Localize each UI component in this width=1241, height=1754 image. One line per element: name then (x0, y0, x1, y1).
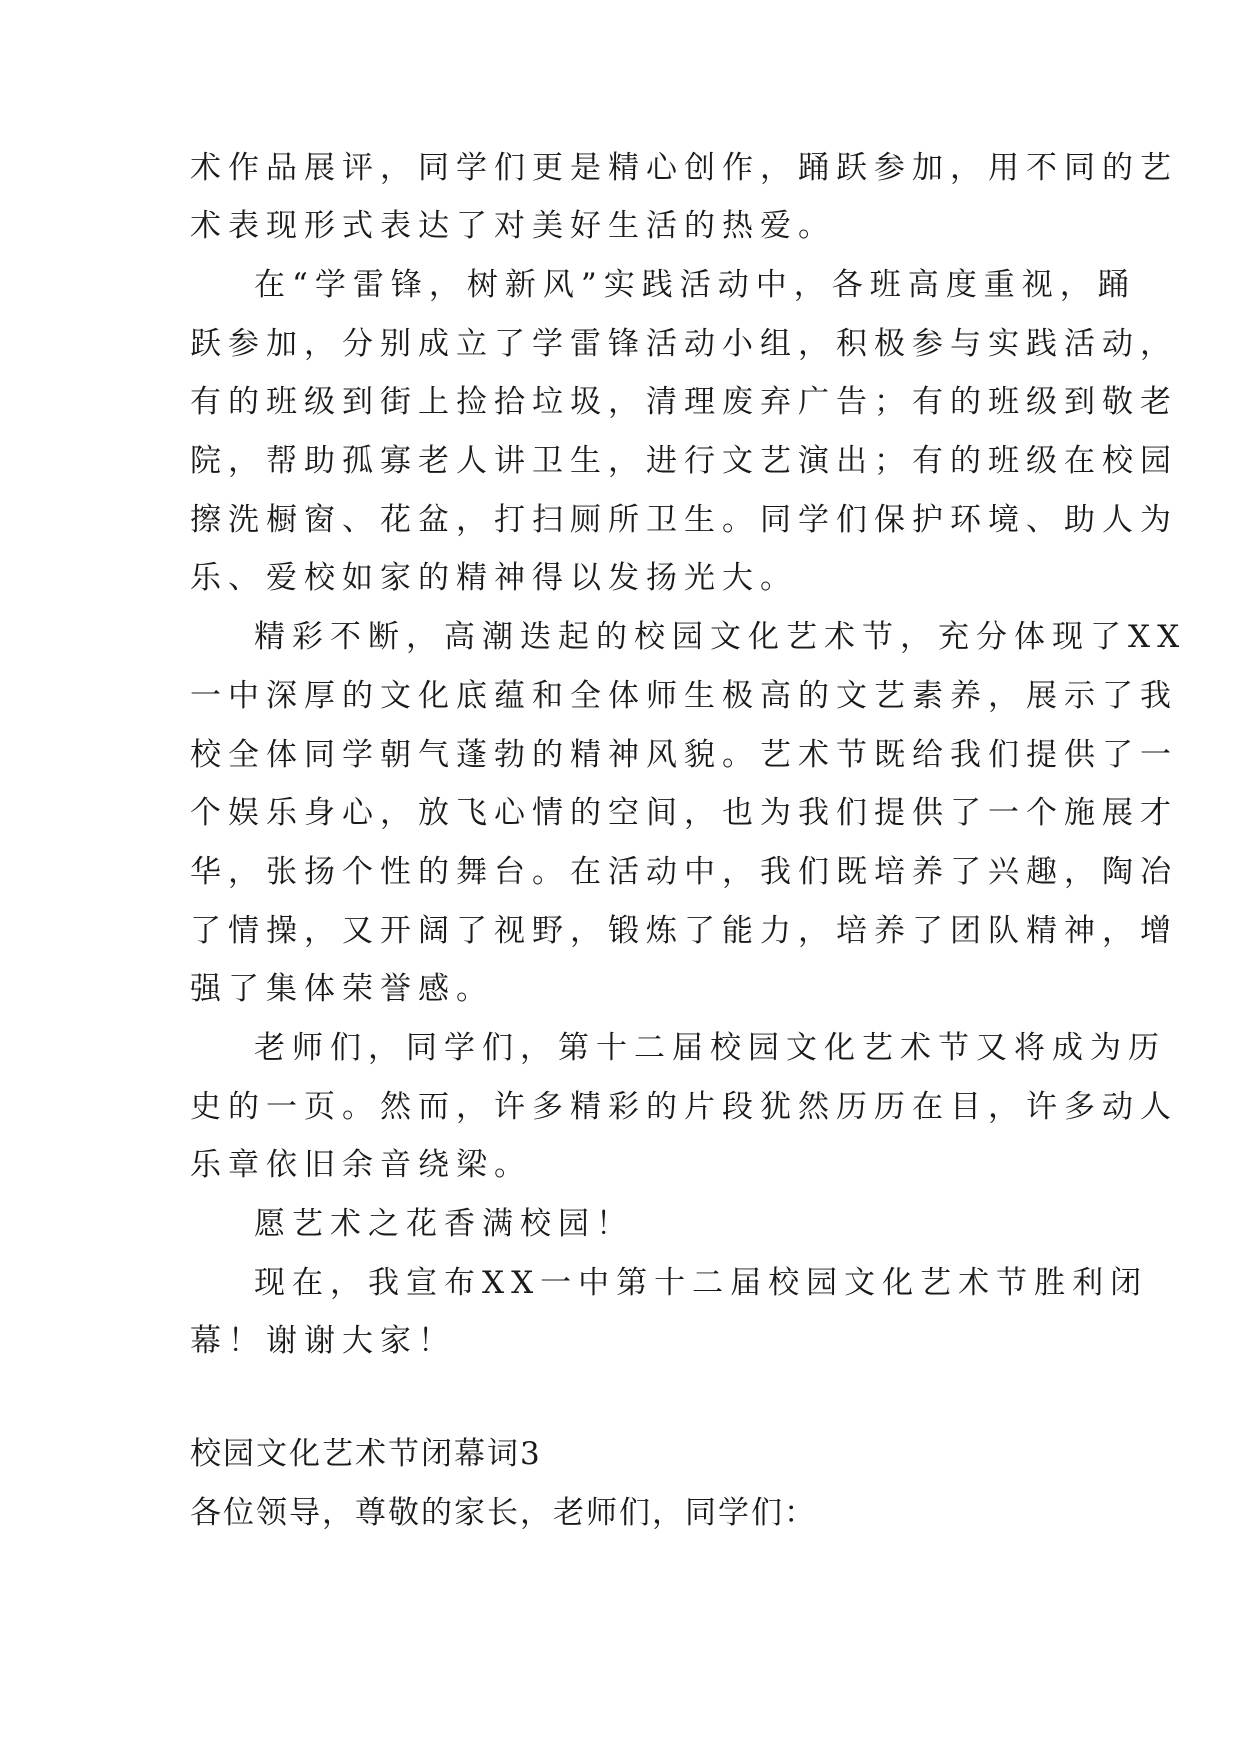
text-line: 有的班级到街上捡拾垃圾，清理废弃广告；有的班级到敬老 (190, 384, 1178, 420)
text-line: 华，张扬个性的舞台。在活动中，我们既培养了兴趣，陶冶 (190, 854, 1178, 890)
section-title: 校园文化艺术节闭幕词3 (190, 1436, 542, 1472)
text-line: 史的一页。然而，许多精彩的片段犹然历历在目，许多动人 (190, 1089, 1178, 1125)
text-line: 幕！谢谢大家！ (190, 1323, 456, 1359)
salutation: 各位领导，尊敬的家长，老师们，同学们： (190, 1495, 817, 1531)
paragraph-start-line: 愿艺术之花香满校园！ (254, 1206, 634, 1242)
text-line: 院，帮助孤寡老人讲卫生，进行文艺演出；有的班级在校园 (190, 443, 1178, 479)
paragraph-start-line: 精彩不断，高潮迭起的校园文化艺术节，充分体现了XX (254, 619, 1187, 655)
text-line: 术作品展评，同学们更是精心创作，踊跃参加，用不同的艺 (190, 150, 1178, 186)
text-line: 术表现形式表达了对美好生活的热爱。 (190, 208, 836, 244)
text-line: 乐、爱校如家的精神得以发扬光大。 (190, 560, 798, 596)
paragraph-start-line: 现在，我宣布XX一中第十二届校园文化艺术节胜利闭 (254, 1265, 1149, 1301)
text-line: 擦洗橱窗、花盆，打扫厕所卫生。同学们保护环境、助人为 (190, 502, 1178, 538)
text-line: 一中深厚的文化底蕴和全体师生极高的文艺素养，展示了我 (190, 678, 1178, 714)
text-line: 个娱乐身心，放飞心情的空间，也为我们提供了一个施展才 (190, 795, 1178, 831)
text-line: 强了集体荣誉感。 (190, 971, 494, 1007)
text-line: 了情操，又开阔了视野，锻炼了能力，培养了团队精神，增 (190, 913, 1178, 949)
paragraph-start-line: 老师们，同学们，第十二届校园文化艺术节又将成为历 (254, 1030, 1166, 1066)
text-line: 乐章依旧余音绕梁。 (190, 1147, 532, 1183)
text-line: 校全体同学朝气蓬勃的精神风貌。艺术节既给我们提供了一 (190, 737, 1178, 773)
text-line: 跃参加，分别成立了学雷锋活动小组，积极参与实践活动， (190, 326, 1178, 362)
paragraph-start-line: 在“学雷锋，树新风”实践活动中，各班高度重视，踊 (254, 267, 1136, 303)
